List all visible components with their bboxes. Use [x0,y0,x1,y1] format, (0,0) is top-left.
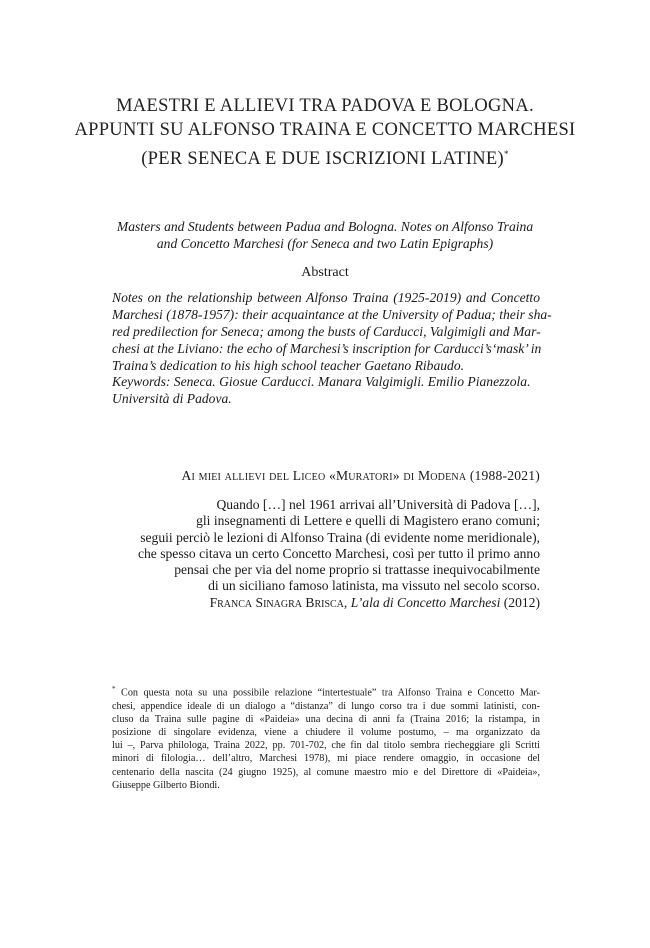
footnote [112,683,540,792]
footnote-line: posizione di singolare evidenza, viene a chiudere il volume postumo, – ma organizzato da [112,727,540,738]
footnote-line: lui –, Parva philologa, Traina 2022, pp. 701-702, che fin dal titolo sembra riecheggiare gli Scritti [112,740,540,752]
abstract-text [112,289,552,374]
footnote-line: chesi, appendice ideale di un dialogo a “distanza” di lungo corso tra i due sommi latinisti, con- [112,700,540,712]
footnote-mark: * [112,685,116,693]
article-title [60,94,590,171]
epigraph-source: Franca Sinagra Brisca, L’ala di Concetto Marchesi (2012) [209,594,540,610]
epigraph-line: pensai che per via del nome proprio si trattasse inequivocabilmente [174,562,540,578]
epigraph [100,497,540,611]
dedication: Ai miei allievi del Liceo «Muratori» di Modena (1988-2021) [181,468,540,483]
english-title-line-2: and Concetto Marchesi (for Seneca and two Latin Epigraphs) [156,236,494,251]
title-line-3 [60,142,590,171]
epigraph-author: Franca Sinagra Brisca [209,594,344,610]
footnote-line: Giuseppe Gilberto Biondi. [112,779,220,791]
epigraph-year: (2012) [503,594,540,610]
abstract-heading: Abstract [301,265,349,280]
keywords-line: Keywords: Seneca. Giosue Carducci. Manara Valgimigli. Emilio Pianezzola. [112,374,531,389]
abstract-line: chesi at the Liviano: the echo of Marchesi’s inscription for Carducci’s‘mask’ in [112,341,542,356]
footnote-line-text: Con questa nota su una possibile relazione “intertestuale” tra Alfonso Traina e Concetto Mar- [121,687,540,699]
footnote-line: centenario della nascita (24 giugno 1925), al comune maestro mio e del Direttore di «Paideia», [112,766,540,778]
keywords-line: Università di Padova. [112,391,232,406]
english-title-line-1: Masters and Students between Padua and Bologna. Notes on Alfonso Traina [116,219,534,234]
epigraph-line: di un siciliano famoso latinista, ma vissuto nel secolo scorso. [208,578,540,594]
epigraph-line: che spesso citava un certo Concetto Marchesi, così per tutto il primo anno [137,545,540,561]
footnote-line: minori di filologia… dell’altro, Marchesi 1978), mi piace rendere omaggio, in occasione del [112,753,540,765]
epigraph-line: gli insegnamenti di Lettere e quelli di Magistero erano comuni; [196,513,540,529]
epigraph-work: L’ala di Concetto Marchesi [350,594,501,610]
epigraph-line: Quando […] nel 1961 arrivai all’Università di Padova […], [216,497,540,512]
abstract-line: Notes on the relationship between Alfonso Traina (1925-2019) and Concetto [112,290,540,305]
abstract-line: Marchesi (1878-1957): their acquaintance at the University of Padua; their sha- [112,307,552,322]
title-line-2: APPUNTI SU ALFONSO TRAINA E CONCETTO MARCHESI [74,120,576,140]
footnote-line: cluso da Traina sulle pagine di «Paideia» una decina di anni fa (Traina 2016; la ristampa, in [112,713,540,725]
title-footnote-mark: * [503,149,509,159]
title-line-1: MAESTRI E ALLIEVI TRA PADOVA E BOLOGNA. [116,96,534,116]
english-title [60,218,590,252]
title-line-3-text: (PER SENECA E DUE ISCRIZIONI LATINE) [141,149,504,170]
abstract-line: Traina’s dedication to his high school teacher Gaetano Ribaudo. [112,358,465,373]
footnote-line [112,683,540,700]
abstract-line: red predilection for Seneca; among the busts of Carducci, Valgimigli and Mar- [112,324,541,339]
epigraph-line: seguii perciò le lezioni di Alfonso Traina (di evidente nome meridionale), [140,529,540,545]
keywords [112,373,540,407]
